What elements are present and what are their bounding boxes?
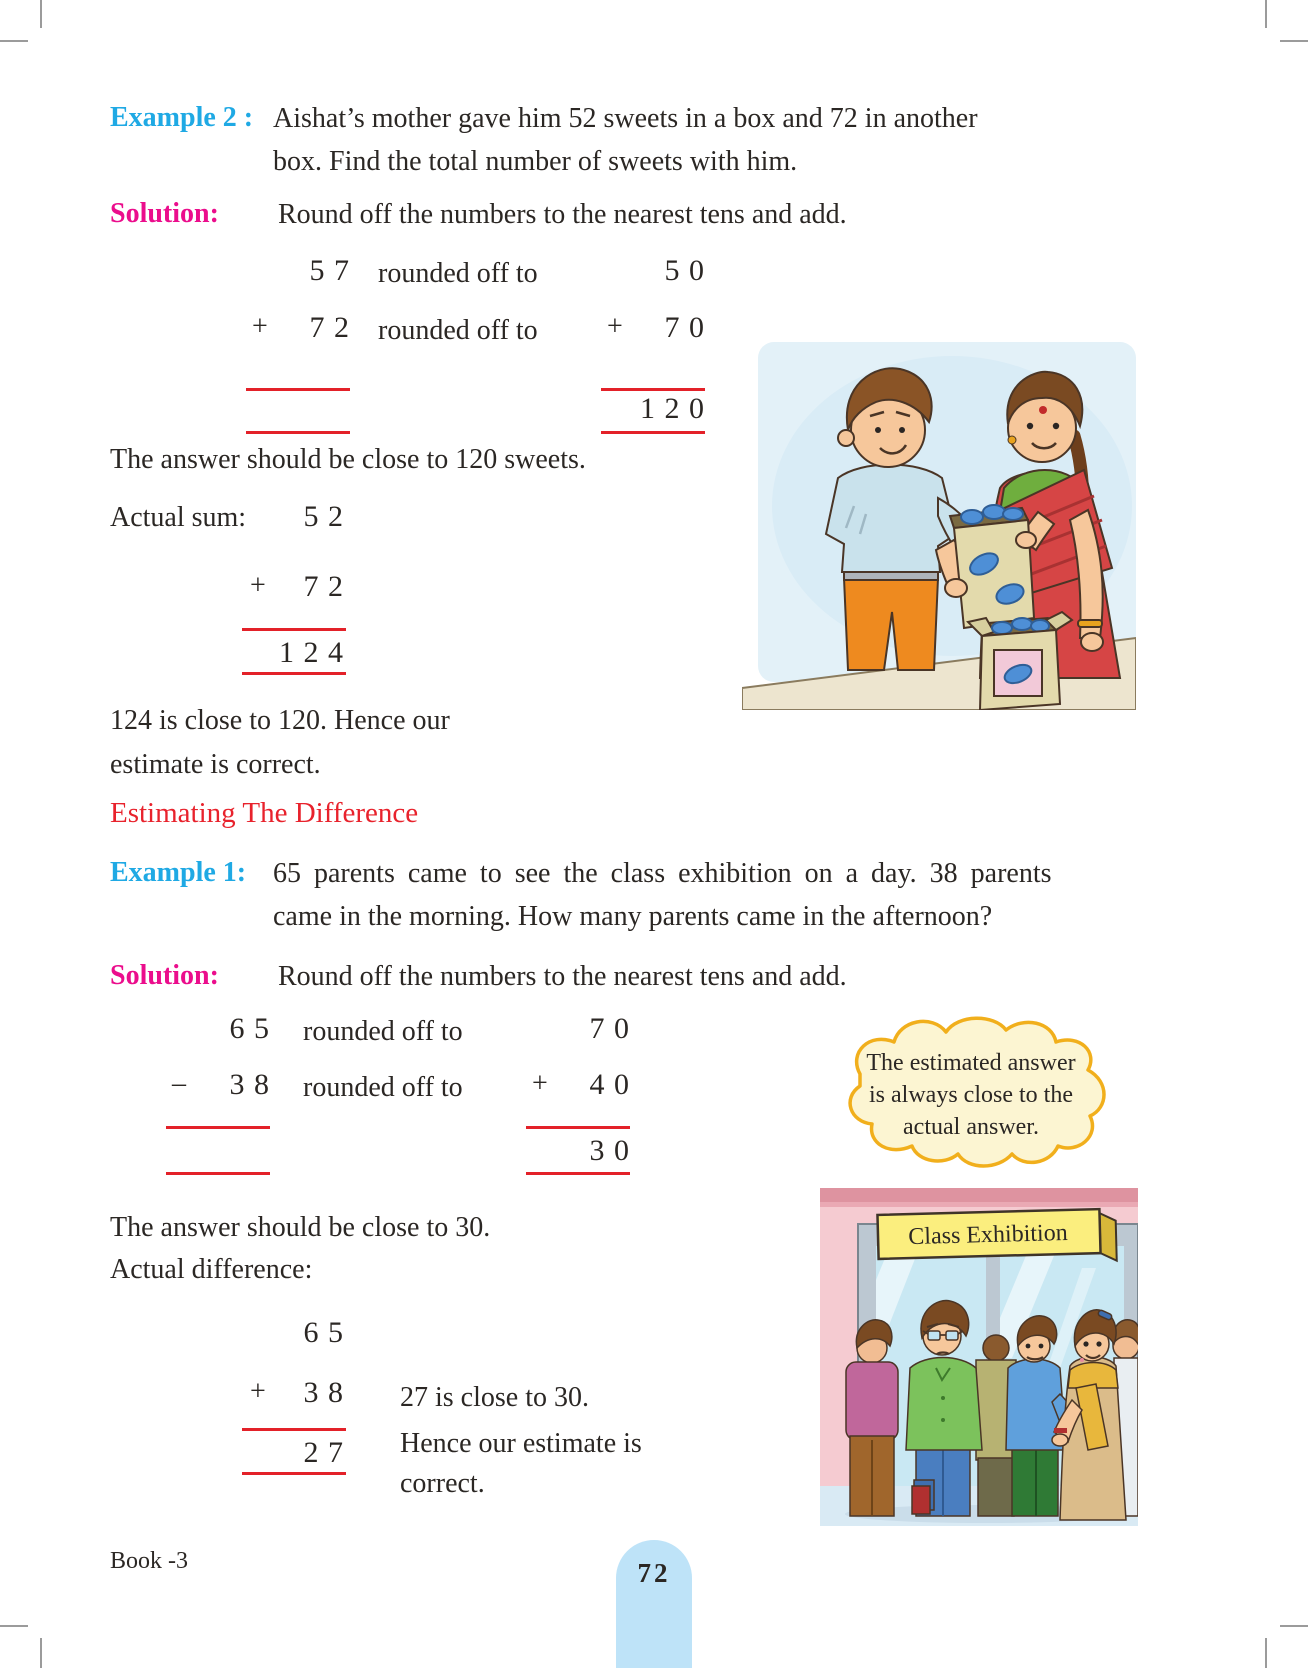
ex2-right-addend-bottom: 7 0: [664, 311, 705, 344]
actual-diff-rule-2: [242, 1472, 346, 1475]
ex2-conclusion-line2: estimate is correct.: [110, 749, 321, 780]
ex1-right-number-bottom: 4 0: [589, 1068, 630, 1101]
ex2-left-plus-sign: +: [252, 311, 268, 342]
example1-label: Example 1:: [110, 857, 247, 888]
ex2-right-sum: 1 2 0: [640, 392, 705, 425]
actual-diff-plus-sign: +: [250, 1376, 266, 1407]
actual-sum-result: 1 2 4: [279, 636, 344, 669]
ex2-rounded-label-1: rounded off to: [378, 258, 538, 289]
glasses: [928, 1331, 940, 1340]
actual-diff-result: 2 7: [303, 1436, 344, 1469]
ex2-right-plus-sign: +: [607, 311, 623, 342]
actual-diff-bottom: 3 8: [303, 1376, 344, 1409]
ex1-rounded-label-1: rounded off to: [303, 1016, 463, 1047]
ex1-right-difference: 3 0: [589, 1134, 630, 1167]
ex2-left-rule-2: [246, 431, 350, 434]
class-exhibition-sign: Class Exhibition: [908, 1219, 1068, 1251]
ex1-left-number-top: 6 5: [229, 1012, 270, 1045]
mother-hand: [1081, 633, 1103, 651]
exhibition-illustration: [820, 1188, 1138, 1526]
ex1-answer-note: The answer should be close to 30.: [110, 1212, 491, 1243]
crop-mark-bottom-left-v: [40, 1638, 42, 1668]
crop-mark-bottom-left-h: [0, 1625, 28, 1627]
mother-bindi: [1039, 406, 1047, 414]
crop-mark-bottom-right-v: [1265, 1638, 1267, 1668]
ex1-note-line2: Hence our estimate is: [400, 1428, 642, 1459]
ex1-left-rule-2: [166, 1172, 270, 1175]
ex1-right-rule-2: [526, 1172, 630, 1175]
ex2-answer-note: The answer should be close to 120 sweets.: [110, 444, 586, 475]
ex2-left-addend-top: 5 7: [309, 254, 350, 287]
actual-sum-rule-2: [242, 672, 346, 675]
actual-diff-rule-1: [242, 1428, 346, 1431]
mother-earring: [1008, 436, 1016, 444]
page-number-tab: [616, 1540, 692, 1668]
ex1-right-plus-sign: +: [532, 1068, 548, 1099]
cloud-text-line2: is always close to the: [869, 1082, 1073, 1108]
cloud-text-line3: actual answer.: [903, 1114, 1039, 1140]
ex1-left-rule-1: [166, 1126, 270, 1129]
actual-sum-plus-sign: +: [250, 570, 266, 601]
ex1-note-line1: 27 is close to 30.: [400, 1382, 589, 1413]
example1-solution-text: Round off the numbers to the nearest tens and add.: [278, 961, 847, 992]
actual-sum-bottom: 7 2: [303, 570, 344, 603]
boy-hand: [945, 579, 967, 597]
crop-mark-top-right-v: [1265, 0, 1267, 28]
ex2-right-rule-2: [601, 431, 705, 434]
example1-solution-label: Solution:: [110, 960, 219, 991]
crop-mark-top-left-h: [0, 40, 28, 42]
ex2-conclusion-line1: 124 is close to 120. Hence our: [110, 705, 450, 736]
actual-sum-label: Actual sum:: [110, 502, 247, 533]
ex2-right-rule-1: [601, 388, 705, 391]
section-heading: Estimating The Difference: [110, 797, 419, 829]
example2-label: Example 2 :: [110, 102, 254, 133]
thought-cloud: [826, 1012, 1116, 1174]
actual-difference-label: Actual difference:: [110, 1254, 313, 1285]
ex1-right-rule-1: [526, 1126, 630, 1129]
example2-body-line2: box. Find the total number of sweets with him.: [273, 146, 798, 177]
mother-bangles: [1078, 620, 1102, 627]
page-number: 72: [637, 1558, 671, 1588]
sweets-illustration: [742, 336, 1136, 710]
actual-sum-top: 5 2: [303, 500, 344, 533]
ex2-left-rule-1: [246, 388, 350, 391]
crop-mark-top-right-h: [1280, 40, 1308, 42]
ex2-right-addend-top: 5 0: [664, 254, 705, 287]
ex2-rounded-label-2: rounded off to: [378, 315, 538, 346]
ex1-rounded-label-2: rounded off to: [303, 1072, 463, 1103]
example1-body-line1: 65 parents came to see the class exhibition on a day. 38 parents: [273, 858, 1052, 889]
example2-solution-label: Solution:: [110, 198, 219, 229]
example2-body-line1: Aishat’s mother gave him 52 sweets in a box and 72 in another: [273, 103, 978, 134]
crop-mark-bottom-right-h: [1280, 1625, 1308, 1627]
ex1-note-line3: correct.: [400, 1468, 485, 1499]
footer-book-label: Book -3: [110, 1548, 188, 1574]
crop-mark-top-left-v: [40, 0, 42, 28]
actual-diff-top: 6 5: [303, 1316, 344, 1349]
exhibition-wall-band: [820, 1188, 1138, 1202]
ex1-right-number-top: 7 0: [589, 1012, 630, 1045]
ex1-left-number-bottom: 3 8: [229, 1068, 270, 1101]
example2-solution-text: Round off the numbers to the nearest tens and add.: [278, 199, 847, 230]
example1-body-line2: came in the morning. How many parents came in the afternoon?: [273, 901, 993, 932]
actual-sum-rule-1: [242, 628, 346, 631]
sweets-illustration-svg: [742, 336, 1136, 710]
ex2-left-addend-bottom: 7 2: [309, 311, 350, 344]
boy-ear: [838, 430, 854, 446]
mother-hand-on-box: [1016, 532, 1036, 548]
candy-box-on-table: [968, 612, 1072, 710]
cloud-text-line1: The estimated answer: [866, 1050, 1076, 1076]
ex1-left-minus-sign: –: [172, 1068, 186, 1099]
